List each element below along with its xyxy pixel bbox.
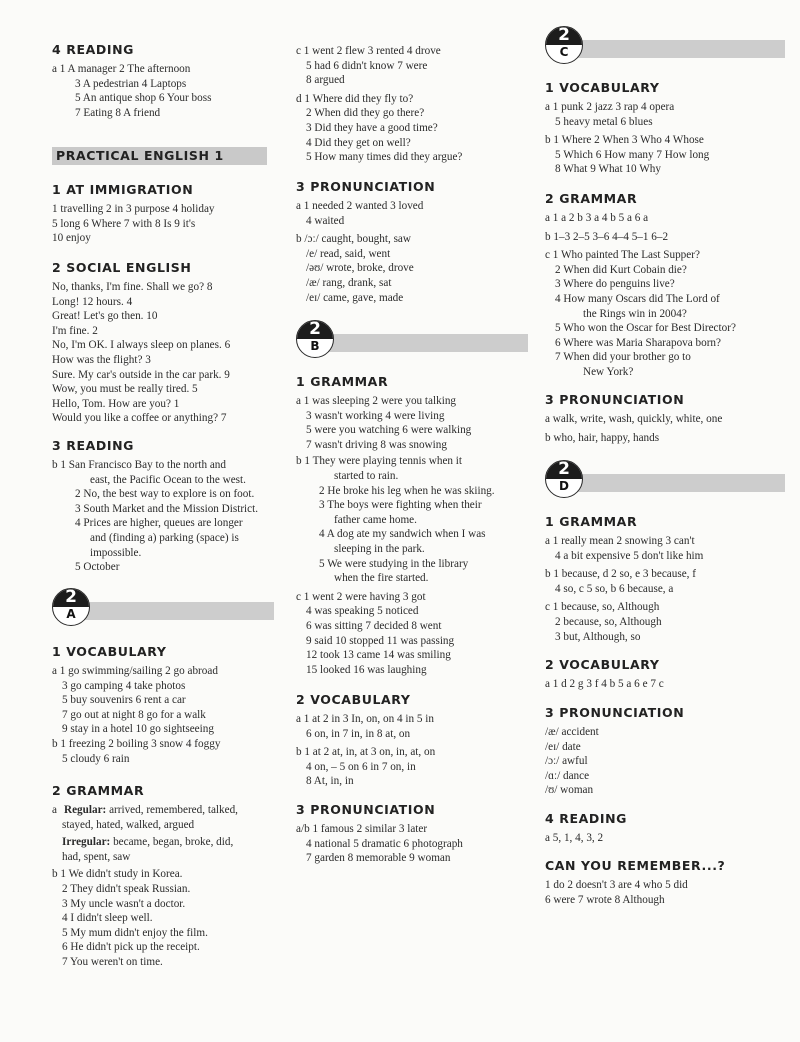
section-pronunciation-1 [296,179,528,305]
answer-line: Wow, you must be really tired. 5 [52,383,198,396]
answer-line: 10 enjoy [52,232,91,245]
answer-line: 6 on, in 7 in, in 8 at, on [306,727,411,740]
answer-line: 6 were 7 wrote 8 Although [545,893,665,906]
answer-line: No, thanks, I'm fine. Shall we go? 8 [52,281,213,293]
unit-badge-2c [545,26,785,66]
badge-circle [545,460,583,498]
answer-line: b 1 San Francisco Bay to the north and [52,459,226,471]
unit-badge-2d [545,460,785,500]
section-heading: 2 GRAMMAR [52,783,145,798]
section-grammar-2d [545,514,785,644]
answer-line: 5 How many times did they argue? [306,151,463,164]
answer-line: 3 Did they have a good time? [306,121,438,134]
answer-line: /ʊ/ woman [545,784,594,797]
section-heading: 3 READING [52,438,135,453]
section-heading: 4 READING [545,811,628,826]
badge-bar [559,40,785,58]
answer-line: 3 A pedestrian 4 Laptops [75,77,187,90]
answer-line: I'm fine. 2 [52,324,98,337]
answer-line: impossible. [90,546,142,559]
answer-line: 1 do 2 doesn't 3 are 4 who 5 did [545,879,688,891]
section-social-english [52,260,277,426]
answer-line: b 1 freezing 2 boiling 3 snow 4 foggy [52,737,221,750]
badge-letter: C [559,45,569,59]
answer-line: 9 stay in a hotel 10 go sightseeing [62,723,214,736]
answer-line: 7 When did your brother go to [555,351,691,364]
answer-line: /ɔː/ awful [545,755,588,768]
answer-line: and (finding a) parking (space) is [90,531,239,544]
answer-line: a 1 A manager 2 The afternoon [52,63,191,75]
answer-line: sleeping in the park. [334,542,425,555]
section-heading: 1 VOCABULARY [545,80,660,95]
badge-letter: B [310,339,320,353]
answer-line: c 1 because, so, Although [545,601,660,614]
answer-line: 9 said 10 stopped 11 was passing [306,634,455,647]
answer-line: 5 Who won the Oscar for Best Director? [555,322,736,335]
section-can-you-remember [545,858,785,907]
answer-line: b 1–3 2–5 3–6 4–4 5–1 6–2 [545,230,669,243]
section-grammar-2b [296,374,528,677]
section-at-immigration [52,182,277,246]
badge-number: 2 [558,26,570,45]
section-reading-4 [52,42,277,120]
answer-line: 5 October [75,561,120,574]
section-vocabulary-2c [545,80,785,177]
answer-line: 6 was sitting 7 decided 8 went [306,619,442,632]
answer-line: Long! 12 hours. 4 [52,295,133,308]
answer-line: 3 The boys were fighting when their [319,499,482,512]
answer-line: 4 How many Oscars did The Lord of [555,292,720,305]
section-pronunciation-2d [545,705,785,798]
answer-line: had, spent, saw [62,850,131,863]
answer-line: 7 go out at night 8 go for a walk [62,708,206,721]
answer-line: a/b 1 famous 2 similar 3 later [296,823,428,835]
answer-line: No, I'm OK. I always sleep on planes. 6 [52,339,231,352]
answer-line: Irregular: became, began, broke, did, [62,836,234,849]
answer-line: /eɪ/ date [545,740,581,753]
answer-line: stayed, hated, walked, argued [62,818,195,831]
section-heading: 3 PRONUNCIATION [296,802,436,817]
answer-line: 2 because, so, Although [555,615,662,628]
section-vocabulary-2a [52,644,277,766]
practical-english-banner [52,147,267,165]
answer-line: b 1 Where 2 When 3 Who 4 Whose [545,134,704,147]
answer-line: 12 took 13 came 14 was smiling [306,649,451,662]
answer-line: 7 Eating 8 A friend [75,106,161,119]
answer-line: /æ/ rang, drank, sat [306,276,392,289]
answer-line: a 1 d 2 g 3 f 4 b 5 a 6 e 7 c [545,678,664,690]
answer-line: 3 Where do penguins live? [555,278,675,291]
answer-line: 3 go camping 4 take photos [62,679,186,692]
answer-line: 2 He broke his leg when he was skiing. [319,484,495,497]
answer-line: 4 so, c 5 so, b 6 because, a [555,582,674,595]
answer-line: 4 a bit expensive 5 don't like him [555,549,704,562]
badge-number: 2 [65,588,77,607]
answer-line: 4 waited [306,214,345,227]
answer-line: a walk, write, wash, quickly, white, one [545,413,723,425]
answer-line: 5 heavy metal 6 blues [555,115,653,128]
answer-line: 3 South Market and the Mission District. [75,502,259,515]
section-grammar-2a [52,783,277,970]
answer-line: a 1 really mean 2 snowing 3 can't [545,535,695,547]
answer-line: 5 were you watching 6 were walking [306,424,472,437]
section-vocabulary-2d [545,657,785,692]
answer-line: Hello, Tom. How are you? 1 [52,397,180,410]
answer-line: a 5, 1, 4, 3, 2 [545,832,604,844]
answer-line: 4 on, – 5 on 6 in 7 on, in [306,760,416,773]
answer-line: /æ/ accident [545,726,599,738]
section-reading-3 [52,438,277,575]
answer-line: /ɑː/ dance [545,769,590,782]
badge-letter: A [66,607,76,621]
answer-line: 3 wasn't working 4 were living [306,409,445,422]
section-heading: 2 VOCABULARY [545,657,660,672]
answer-line: b 1 We didn't study in Korea. [52,868,183,881]
answer-line: b who, hair, happy, hands [545,431,660,444]
answer-line: 4 Prices are higher, queues are longer [75,517,243,530]
answer-line: 3 but, Although, so [555,630,641,643]
answer-line: New York? [583,365,634,378]
answer-line: a Regular: arrived, remembered, talked, [52,804,238,816]
answer-line: a 1 a 2 b 3 a 4 b 5 a 6 a [545,212,649,224]
section-grammar-cont [296,44,528,165]
badge-circle [52,588,90,626]
answer-line: a 1 punk 2 jazz 3 rap 4 opera [545,101,675,113]
answer-line: 4 Did they get on well? [306,136,411,149]
section-heading: 1 GRAMMAR [545,514,638,529]
answer-line: 2 No, the best way to explore is on foot. [75,488,255,501]
answer-line: 2 When did they go there? [306,107,425,120]
unit-badge-2a [52,588,277,628]
answer-line: 15 looked 16 was laughing [306,663,427,676]
answer-line: 2 They didn't speak Russian. [62,882,191,895]
answer-line: 8 At, in, in [306,775,354,788]
badge-bar [310,334,528,352]
answer-line: 6 Where was Maria Sharapova born? [555,336,721,349]
answer-line: a 1 was sleeping 2 were you talking [296,395,457,407]
section-pronunciation-2c [545,392,785,445]
answer-line: a 1 go swimming/sailing 2 go abroad [52,665,218,677]
answer-line: b 1 because, d 2 so, e 3 because, f [545,568,696,581]
badge-circle [296,320,334,358]
section-heading: 3 PRONUNCIATION [545,392,685,407]
answer-line: 2 When did Kurt Cobain die? [555,263,687,276]
section-heading: 4 READING [52,42,135,57]
section-pronunciation-2b [296,802,528,866]
badge-letter: D [559,479,569,493]
answer-line: c 1 went 2 flew 3 rented 4 drove [296,45,441,57]
answer-line: 4 I didn't sleep well. [62,912,153,925]
answer-line: 7 wasn't driving 8 was snowing [306,438,447,451]
answer-line: Great! Let's go then. 10 [52,310,158,323]
answer-line: 6 He didn't pick up the receipt. [62,941,200,954]
answer-line: 5 An antique shop 6 Your boss [75,92,212,105]
answer-line: 5 Which 6 How many 7 How long [555,148,710,161]
answer-line: 4 was speaking 5 noticed [306,605,419,618]
section-heading: 3 PRONUNCIATION [296,179,436,194]
badge-number: 2 [558,460,570,479]
answer-line: 7 garden 8 memorable 9 woman [306,852,451,865]
unit-badge-2b [296,320,528,360]
answer-line: 3 My uncle wasn't a doctor. [62,897,186,910]
answer-line: 7 You weren't on time. [62,955,163,968]
answer-line: 5 had 6 didn't know 7 were [306,59,428,72]
section-heading: 1 VOCABULARY [52,644,167,659]
section-heading: 2 VOCABULARY [296,692,411,707]
section-grammar-2c [545,191,785,380]
answer-line: 8 What 9 What 10 Why [555,163,661,176]
badge-bar [559,474,785,492]
section-heading: 2 SOCIAL ENGLISH [52,260,192,275]
badge-circle [545,26,583,64]
answer-line: Sure. My car's outside in the car park. 9 [52,368,230,381]
section-heading: 3 PRONUNCIATION [545,705,685,720]
answer-line: a 1 needed 2 wanted 3 loved [296,200,424,212]
badge-number: 2 [309,320,321,339]
answer-line: 5 buy souvenirs 6 rent a car [62,694,186,707]
section-heading: 2 GRAMMAR [545,191,638,206]
section-heading: 1 GRAMMAR [296,374,389,389]
answer-line: 1 travelling 2 in 3 purpose 4 holiday [52,203,215,215]
answer-line: 8 argued [306,74,345,87]
section-vocabulary-2b [296,692,528,789]
answer-line: b 1 at 2 at, in, at 3 on, in, at, on [296,746,436,759]
answer-line: b /ɔː/ caught, bought, saw [296,233,411,246]
answer-line: when the fire started. [334,572,429,585]
answer-line: b 1 They were playing tennis when it [296,455,463,468]
section-reading-2d [545,811,785,846]
section-heading: 1 AT IMMIGRATION [52,182,194,197]
answer-line: father came home. [334,513,417,526]
answer-line: 5 cloudy 6 rain [62,752,130,765]
badge-bar [66,602,274,620]
answer-line: /əʊ/ wrote, broke, drove [306,262,414,275]
answer-line: 4 A dog ate my sandwich when I was [319,528,486,541]
banner-title: PRACTICAL ENGLISH 1 [56,148,224,163]
answer-line: a 1 at 2 in 3 In, on, on 4 in 5 in [296,713,434,725]
answer-line: the Rings win in 2004? [583,307,687,320]
answer-line: /e/ read, said, went [306,247,391,260]
answer-line: Would you like a coffee or anything? 7 [52,412,227,425]
answer-line: c 1 Who painted The Last Supper? [545,249,700,262]
answer-line: started to rain. [334,469,399,482]
answer-line: 5 My mum didn't enjoy the film. [62,926,208,939]
answer-line: c 1 went 2 were having 3 got [296,590,426,603]
answer-line: 5 We were studying in the library [319,557,469,570]
section-heading: CAN YOU REMEMBER...? [545,858,726,873]
answer-line: How was the flight? 3 [52,353,151,366]
answer-line: 4 national 5 dramatic 6 photograph [306,837,463,850]
answer-line: 5 long 6 Where 7 with 8 Is 9 it's [52,217,196,230]
answer-line: east, the Pacific Ocean to the west. [90,473,246,486]
answer-line: /eɪ/ came, gave, made [306,291,404,304]
answer-line: d 1 Where did they fly to? [296,92,414,105]
